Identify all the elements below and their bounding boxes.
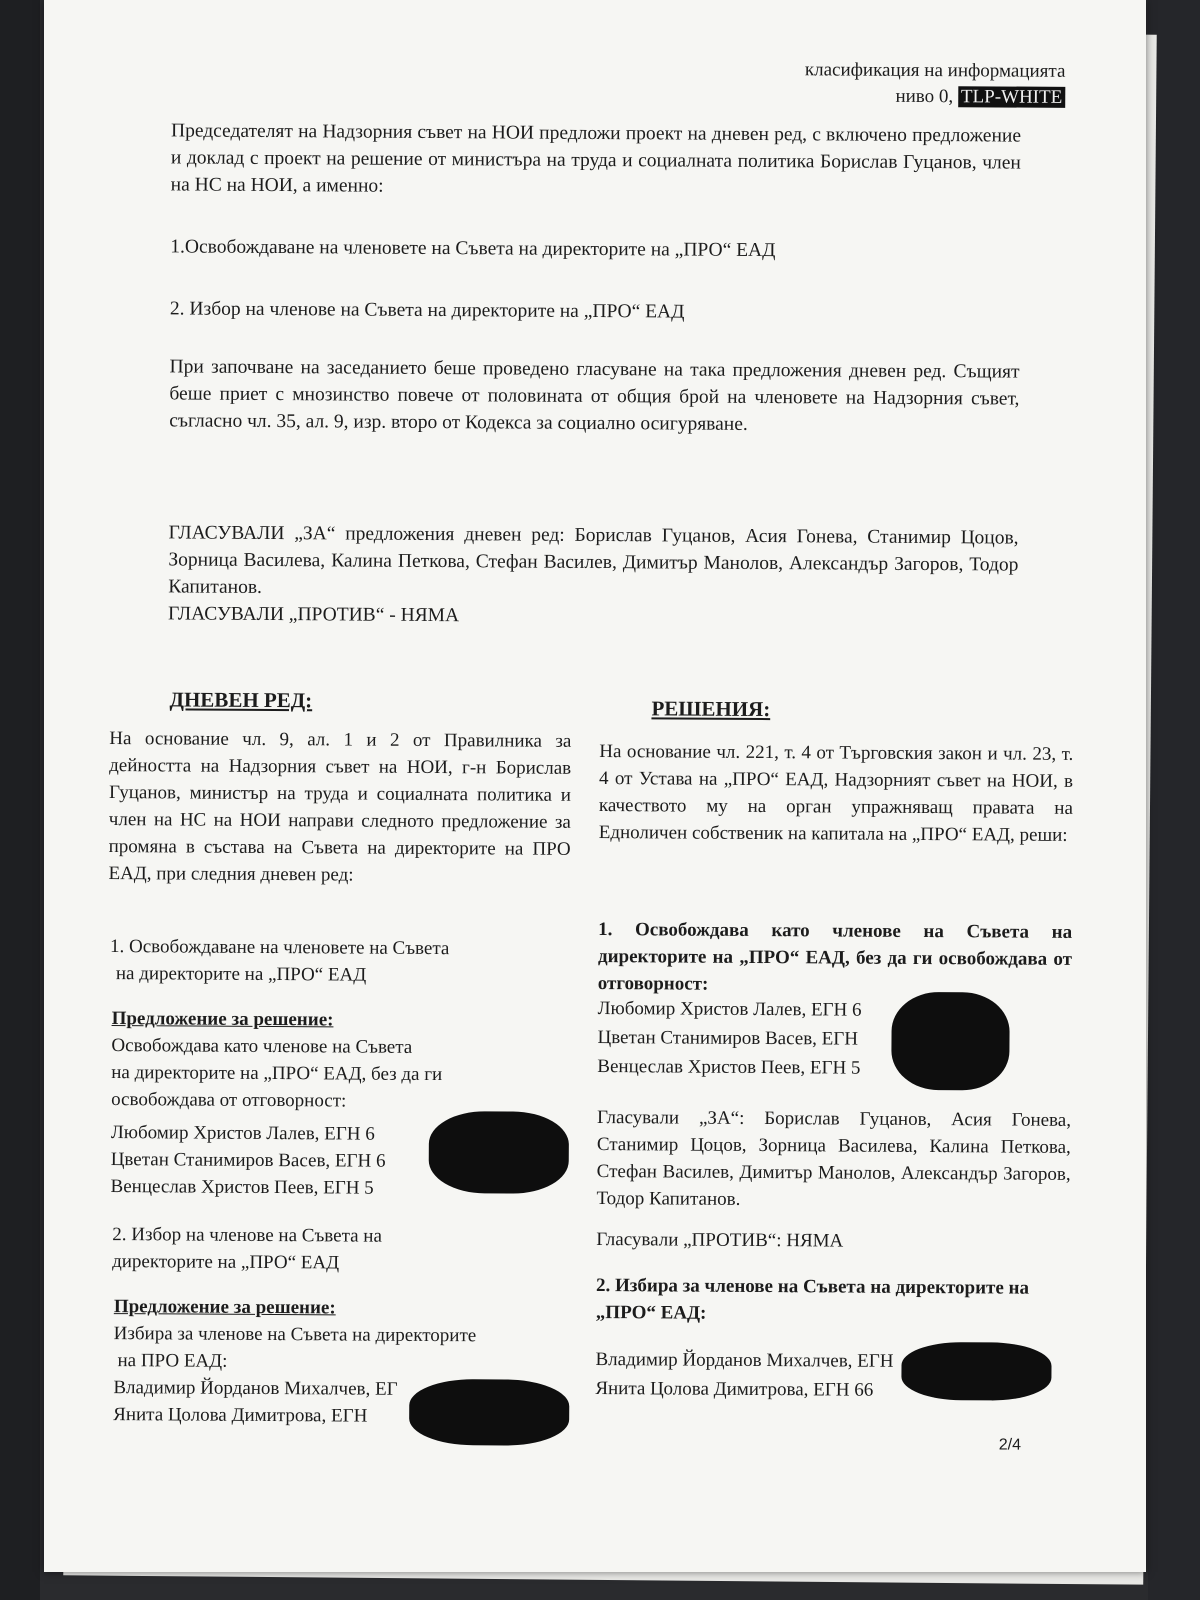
classification-level: ниво 0, TLP-WHITE [805,83,1066,111]
classification-label: класификация на информацията [804,59,1066,82]
agenda-item-2: 2. Избор на членове на Съвета на директорите на „ПРО“ ЕАД [169,298,685,323]
decision-1: 1. Освобождава като членове на Съвета на директорите на „ПРО“ ЕАД, без да ги освобождава от отговорност: [597,919,1073,995]
decision-1-person-1: Любомир Христов Лалев, ЕГН 6 [597,998,862,1021]
agenda-votes-against: ГЛАСУВАЛИ „ПРОТИВ“ - НЯМА [168,603,460,627]
redaction-mark [891,992,1010,1091]
redaction-mark [409,1379,569,1446]
agenda-section-title: ДНЕВЕН РЕД: [169,687,313,713]
intro-paragraph: Председателят на Надзорния съвет на НОИ предложи проект на дневен ред, с включено предложение и доклад с проект на решение от министъра на труда и социалната политика Борислав Гуцанов, член на НС на НОИ, а именно: [170,120,1022,197]
decision-1-person-3: Венцеслав Христов Пеев, ЕГН 5 [597,1056,861,1079]
proposal-2: Предложение за решение: Избира за членове на Съвета на директорите на ПРО ЕАД: Владимир Йорданов Михалчев, ЕГ Янита Цолова Димитрова, ЕГН [113,1293,491,1430]
proposal-1-title: Предложение за решение: [111,1008,334,1031]
tlp-marking: TLP-WHITE [958,86,1065,108]
document-page [44,0,1146,1572]
desk-background-left [0,0,40,1600]
decision-1-person-2: Цветан Станимиров Васев, ЕГН [597,1027,859,1050]
left-agenda-item-1: 1. Освобождаване на членовете на Съвета на директорите на „ПРО“ ЕАД [109,936,450,986]
decisions-section-title: РЕШЕНИЯ: [651,696,771,722]
left-agenda-item-2: 2. Избор на членове на Съвета на директорите на „ПРО“ ЕАД [112,1224,382,1274]
proposal-1-person-2: Цветан Станимиров Васев, ЕГН 6 [110,1149,386,1172]
page-content [38,0,1150,1575]
redaction-mark [901,1342,1051,1401]
proposal-1-person-3: Венцеслав Христов Пеев, ЕГН 5 [110,1176,374,1199]
proposal-2-person-1: Владимир Йорданов Михалчев, ЕГ [113,1377,398,1400]
redaction-mark [429,1111,569,1194]
proposal-2-title: Предложение за решение: [113,1296,336,1319]
page-number: 2/4 [998,1436,1022,1454]
decision-2-people [595,1346,893,1404]
desk-background-right [1148,0,1200,1600]
decision-1-people [597,995,861,1082]
proposal-1-person-1: Любомир Христов Лалев, ЕГН 6 [110,1122,375,1145]
proposal-1: Предложение за решение: Освобождава като членове на Съвета на директорите на „ПРО“ ЕАД, без да ги освобождава от отговорност: Любомир Христов Лалев, ЕГН 6 Цветан Станимиров Васев, ЕГН 6 Венцеслав Христов Пеев, ЕГН 5 [111,1005,466,1202]
classification-header [805,57,1066,111]
proposal-2-person-2: Янита Цолова Димитрова, ЕГН [113,1404,368,1427]
decision-2-person-2: Янита Цолова Димитрова, ЕГН 66 [595,1378,874,1401]
decisions-basis-text: На основание чл. 221, т. 4 от Търговския закон и чл. 23, т. 4 от Устава на „ПРО“ ЕАД, Надзорният съвет на НОИ, в качеството му на орган упражняващ правата на Едноличен собственик на капитала на „ПРО“ ЕАД, реши: [598,741,1074,846]
decision-2: 2. Избира за членове на Съвета на директорите на „ПРО“ ЕАД: [595,1275,1030,1324]
agenda-votes-for: ГЛАСУВАЛИ „ЗА“ предложения дневен ред: Борислав Гуцанов, Асия Гонева, Станимир Цоцов, Зорница Василева, Калина Петкова, Стефан Василев, Димитър Манолов, Александър Загоров, Тодор Капитанов. [168,522,1019,598]
agenda-basis-text: На основание чл. 9, ал. 1 и 2 от Правилника за дейността на Надзорния съвет на НОИ, г-н Борислав Гуцанов, министър на труда и социалната политика и член на НС на НОИ направи следното предложение за промяна в състава на Съвета на директорите на ПРО ЕАД, при следния дневен ред: [108,728,572,886]
decision-1-votes-against: Гласували „ПРОТИВ“: НЯМА [596,1229,844,1252]
decision-2-person-1: Владимир Йорданов Михалчев, ЕГН [595,1349,894,1372]
decision-1-votes-for: Гласували „ЗА“: Борислав Гуцанов, Асия Гонева, Станимир Цоцов, Зорница Василева, Калина Петкова, Стефан Василев, Димитър Манолов, Александър Загоров, Тодор Капитанов. [596,1107,1072,1210]
agenda-item-1: 1.Освобождаване на членовете на Съвета на директорите на „ПРО“ ЕАД [170,236,776,262]
agenda-vote-paragraph: При започване на заседанието беше проведено гласуване на така предложения дневен ред. Същият беше приет с мнозинство повече от половината от общия брой на членовете на Надзорния съвет, съгласно чл. 35, ал. 9, изр. второ от Кодекса за социално осигуряване. [169,356,1020,435]
